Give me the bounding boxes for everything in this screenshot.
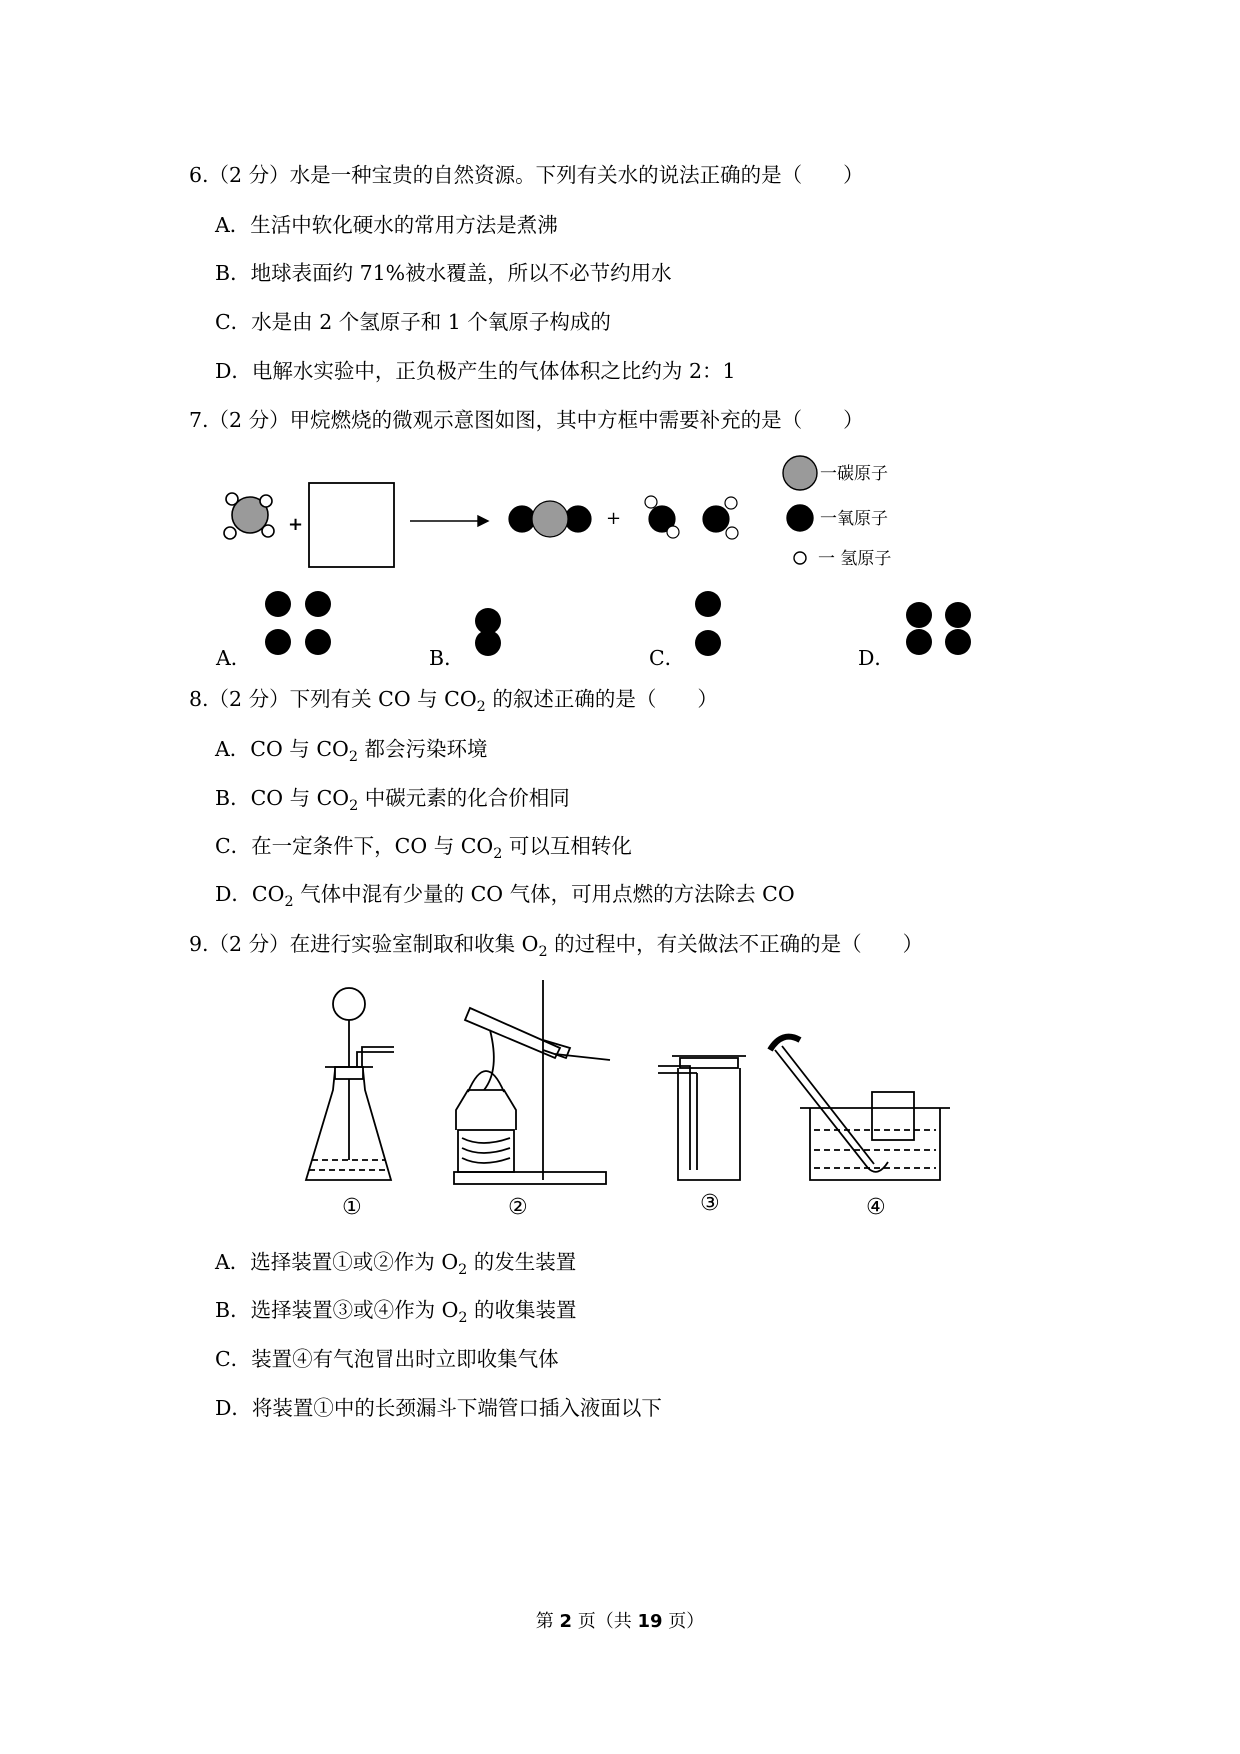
q8-option-a: A．CO 与 $CO_2$ 都会污染环境 <box>215 737 488 766</box>
q9-option-b: B．选择装置③或④作为 $O_2$ 的收集装置 <box>215 1298 577 1327</box>
apparatus-4-label: ④ <box>866 1195 886 1220</box>
apparatus-2-heating-setup <box>454 980 610 1184</box>
apparatus-2-label: ② <box>508 1195 528 1220</box>
q9-option-d: D．将装置①中的长颈漏斗下端管口插入液面以下 <box>215 1396 662 1420</box>
q8-option-b: B．CO 与 $CO_2$ 中碳元素的化合价相同 <box>215 786 570 815</box>
q6-option-d: D．电解水实验中，正负极产生的气体体积之比约为 2：1 <box>215 359 736 383</box>
q7-stem: 7.（2 分）甲烷燃烧的微观示意图如图，其中方框中需要补充的是（ ） <box>189 408 864 432</box>
legend-oxygen: 一氧原子 <box>820 509 888 529</box>
legend-hydrogen: 一 氢原子 <box>818 549 892 569</box>
page-footer: 第 2 页（共 19 页） <box>535 1611 705 1632</box>
q6-stem: 6.（2 分）水是一种宝贵的自然资源。下列有关水的说法正确的是（ ） <box>189 163 864 187</box>
q7-choice-a: A． <box>216 646 252 670</box>
q6-option-c: C．水是由 2 个氢原子和 1 个氧原子构成的 <box>215 310 611 334</box>
q8-option-d: D．$CO_2$ 气体中混有少量的 CO 气体，可用点燃的方法除去 CO <box>215 882 795 911</box>
q9-stem: 9.（2 分）在进行实验室制取和收集 $O_2$ 的过程中，有关做法不正确的是（ ） <box>189 932 924 961</box>
reactant-plus: + <box>288 514 304 535</box>
apparatus-3-gas-bottle <box>658 1056 746 1180</box>
apparatus-1-flask-funnel <box>306 988 394 1180</box>
product-plus: + <box>606 508 622 529</box>
q9-option-c: C．装置④有气泡冒出时立即收集气体 <box>215 1347 559 1371</box>
apparatus-1-label: ① <box>342 1195 362 1220</box>
q7-choice-b: B． <box>429 646 465 670</box>
q6-option-a: A．生活中软化硬水的常用方法是煮沸 <box>215 213 558 237</box>
q9-option-a: A．选择装置①或②作为 $O_2$ 的发生装置 <box>215 1250 577 1279</box>
q7-choice-c: C． <box>649 646 686 670</box>
apparatus-4-water-trough <box>770 1037 950 1180</box>
legend-carbon: 一碳原子 <box>820 464 888 484</box>
q8-stem: 8.（2 分）下列有关 CO 与 $CO_2$ 的叙述正确的是（ ） <box>189 687 718 716</box>
q8-option-c: C．在一定条件下，CO 与 $CO_2$ 可以互相转化 <box>215 834 632 863</box>
q7-choice-d: D． <box>858 646 895 670</box>
q6-option-b: B．地球表面约 71%被水覆盖，所以不必节约用水 <box>215 261 672 285</box>
apparatus-3-label: ③ <box>700 1191 720 1216</box>
